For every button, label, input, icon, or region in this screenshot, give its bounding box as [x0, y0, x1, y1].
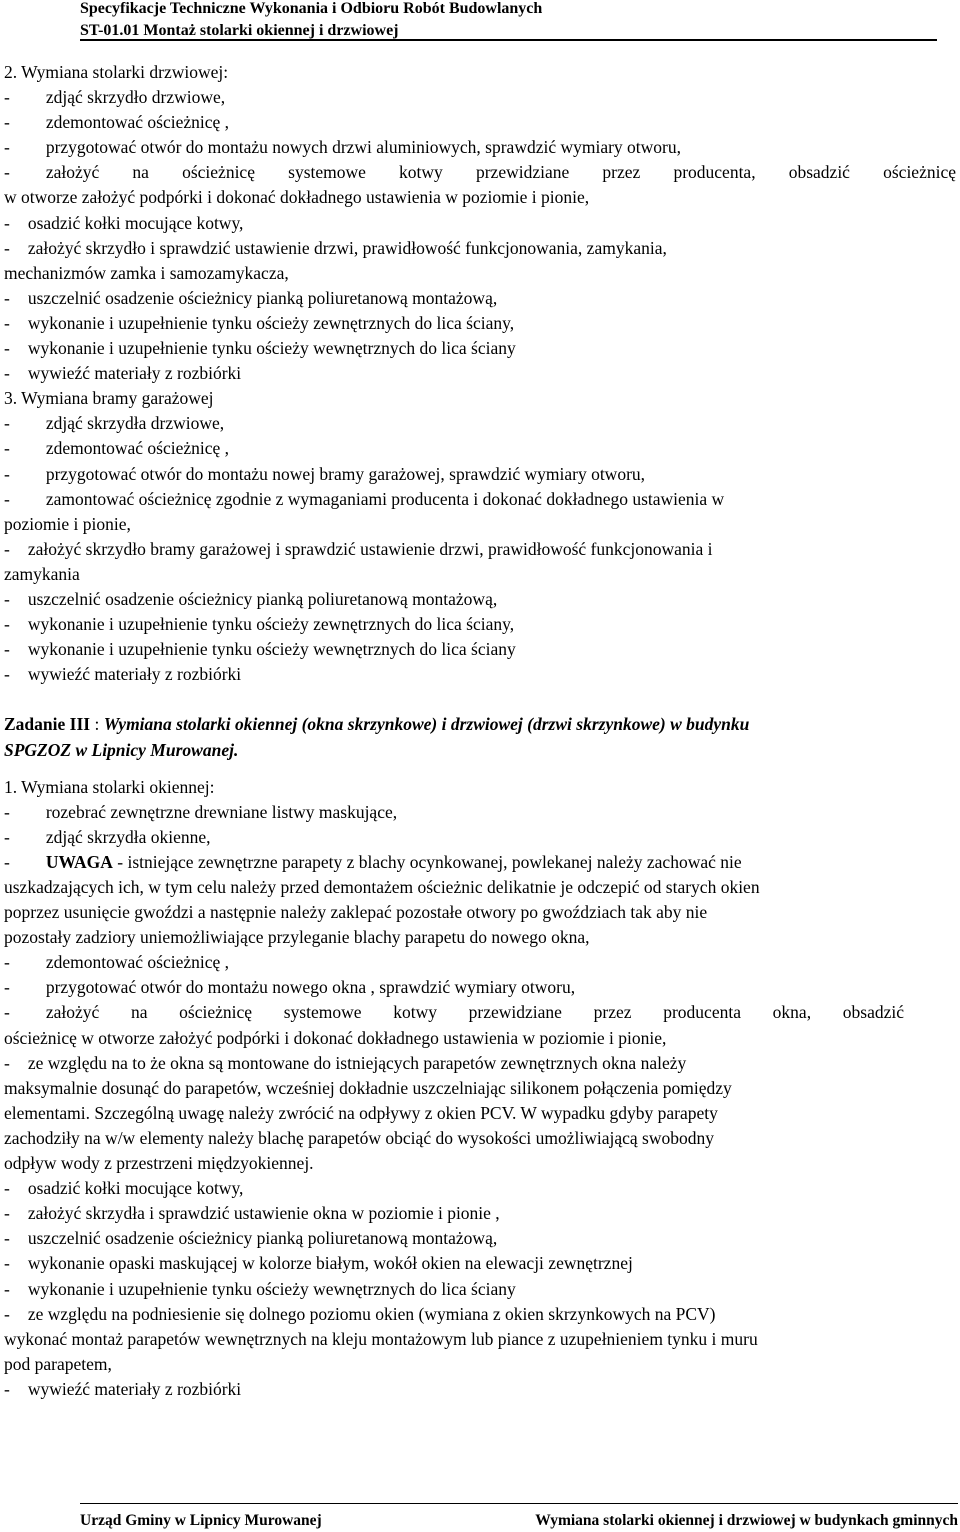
list-item: - założyć skrzydło bramy garażowej i sprawdzić ustawienie drzwi, prawidłowość funkcjonowania i — [4, 538, 713, 559]
page-footer — [80, 1511, 958, 1531]
list-item: - zdemontować ościeżnicę , — [4, 952, 230, 973]
list-item: - uszczelnić osadzenie ościeżnicy pianką poliuretanową montażową, — [4, 1228, 498, 1249]
list-item: - wykonanie i uzupełnienie tynku ościeży zewnętrznych do lica ściany, — [4, 312, 515, 333]
list-item-continuation: w otworze założyć podpórki i dokonać dokładnego ustawienia w poziomie i pionie, — [4, 187, 590, 208]
list-item-continuation: pod parapetem, — [4, 1353, 112, 1374]
list-item-continuation: maksymalnie dosunąć do parapetów, wcześniej dokładnie uszczelniając silikonem połączenia pomiędzy — [4, 1077, 732, 1098]
list-item: - założyć na ościeżnicę systemowe kotwy przewidziane przez producenta, obsadzić ościeżnicę — [4, 162, 956, 183]
page-header — [80, 0, 940, 42]
list-item: - wykonanie i uzupełnienie tynku ościeży wewnętrznych do lica ściany — [4, 1278, 516, 1299]
section-3-heading: 3. Wymiana bramy garażowej — [4, 388, 214, 409]
header-rule — [80, 39, 937, 41]
task-title: Wymiana stolarki okiennej (okna skrzynkowe) i drzwiowej (drzwi skrzynkowe) w budynku — [103, 714, 750, 735]
list-item-continuation: zachodziły na w/w elementy należy blachę parapetów obciąć do wysokości umożliwiającą swobodny — [4, 1127, 714, 1148]
section-1-heading: 1. Wymiana stolarki okiennej: — [4, 776, 215, 797]
list-item: - wywieźć materiały z rozbiórki — [4, 664, 242, 685]
list-item: - uszczelnić osadzenie ościeżnicy pianką poliuretanową montażową, — [4, 287, 498, 308]
list-item: - zdjąć skrzydło drzwiowe, — [4, 87, 226, 108]
list-item: - wykonanie opaski maskującej w kolorze białym, wokół okien na elewacji zewnętrznej — [4, 1253, 633, 1274]
footer-left: Urząd Gminy w Lipnicy Murowanej — [80, 1512, 322, 1529]
list-item-continuation: elementami. Szczególną uwagę należy zwrócić na odpływy z okien PCV. W wypadku gdyby parapety — [4, 1102, 718, 1123]
list-item: - wykonanie i uzupełnienie tynku ościeży wewnętrznych do lica ściany — [4, 338, 516, 359]
task-label: Zadanie III — [4, 714, 91, 735]
list-item: - uszczelnić osadzenie ościeżnicy pianką poliuretanową montażową, — [4, 588, 498, 609]
document-body — [4, 60, 956, 1402]
list-item-continuation: odpływ wody z przestrzeni międzyokiennej. — [4, 1153, 314, 1174]
list-item: - założyć skrzydła i sprawdzić ustawienie okna w poziomie i pionie , — [4, 1203, 500, 1224]
list-item-continuation: zamykania — [4, 563, 80, 584]
list-item: - osadzić kołki mocujące kotwy, — [4, 1178, 244, 1199]
list-item: - przygotować otwór do montażu nowych drzwi aluminiowych, sprawdzić wymiary otworu, — [4, 137, 682, 158]
list-item: - założyć na ościeżnicę systemowe kotwy przewidziane przez producenta okna, obsadzić — [4, 1002, 904, 1023]
header-title: Specyfikacje Techniczne Wykonania i Odbioru Robót Budowlanych — [80, 0, 543, 17]
list-item: - wywieźć materiały z rozbiórki — [4, 363, 242, 384]
list-item: - zamontować ościeżnicę zgodnie z wymaganiami producenta i dokonać dokładnego ustawienia w — [4, 488, 725, 509]
list-item: - wykonanie i uzupełnienie tynku ościeży wewnętrznych do lica ściany — [4, 639, 516, 660]
list-item: - ze względu na to że okna są montowane do istniejących parapetów zewnętrznych okna należy — [4, 1052, 687, 1073]
list-item: - wykonanie i uzupełnienie tynku ościeży zewnętrznych do lica ściany, — [4, 614, 515, 635]
list-item: - UWAGA - istniejące zewnętrzne parapety z blachy ocynkowanej, powlekanej należy zachować nie — [4, 851, 742, 872]
footer-rule — [80, 1503, 958, 1504]
list-item: - osadzić kołki mocujące kotwy, — [4, 212, 244, 233]
list-item-continuation: uszkadzających ich, w tym celu należy przed demontażem ościeżnic delikatnie je odczepić od starych okien — [4, 877, 760, 897]
warning-label: UWAGA — [45, 851, 113, 872]
list-item: - zdemontować ościeżnicę , — [4, 438, 230, 459]
list-item: - zdjąć skrzydła okienne, — [4, 826, 211, 847]
list-item-continuation: poprzez usunięcie gwoździ a następnie należy zaklepać pozostałe otwory po gwoździach tak aby nie — [4, 902, 708, 923]
list-item-continuation: mechanizmów zamka i samozamykacza, — [4, 262, 289, 283]
list-item: - zdjąć skrzydła drzwiowe, — [4, 413, 225, 434]
list-item: - przygotować otwór do montażu nowej bramy garażowej, sprawdzić wymiary otworu, — [4, 463, 646, 484]
list-item: - założyć skrzydło i sprawdzić ustawienie drzwi, prawidłowość funkcjonowania, zamykania, — [4, 237, 667, 258]
list-item: - wywieźć materiały z rozbiórki — [4, 1378, 242, 1399]
list-item-continuation: pozostały zadziory uniemożliwiające przyleganie blachy parapetu do nowego okna, — [4, 927, 590, 948]
section-2-heading: 2. Wymiana stolarki drzwiowej: — [4, 62, 229, 82]
list-item-continuation: poziomie i pionie, — [4, 513, 131, 534]
list-item: - ze względu na podniesienie się dolnego poziomu okien (wymiana z okien skrzynkowych na PCV) — [4, 1303, 716, 1324]
list-item: - rozebrać zewnętrzne drewniane listwy maskujące, — [4, 801, 398, 822]
list-item: - zdemontować ościeżnicę , — [4, 112, 230, 133]
list-item: - przygotować otwór do montażu nowego okna , sprawdzić wymiary otworu, — [4, 977, 576, 998]
task-title-cont: SPGZOZ w Lipnicy Murowanej. — [4, 739, 239, 760]
task-heading: Zadanie III : Wymiana stolarki okiennej (okna skrzynkowe) i drzwiowej (drzwi skrzynkowe) w budynku — [4, 714, 750, 735]
list-item-continuation: ościeżnicę w otworze założyć podpórki i dokonać dokładnego ustawienia w poziomie i pionie, — [4, 1027, 667, 1048]
footer-right: Wymiana stolarki okiennej i drzwiowej w budynkach gminnych — [535, 1512, 958, 1529]
list-item-continuation: wykonać montaż parapetów wewnętrznych na kleju montażowym lub piance z uzupełnieniem tynku i muru — [4, 1328, 758, 1349]
header-subtitle: ST-01.01 Montaż stolarki okiennej i drzwiowej — [80, 22, 399, 39]
